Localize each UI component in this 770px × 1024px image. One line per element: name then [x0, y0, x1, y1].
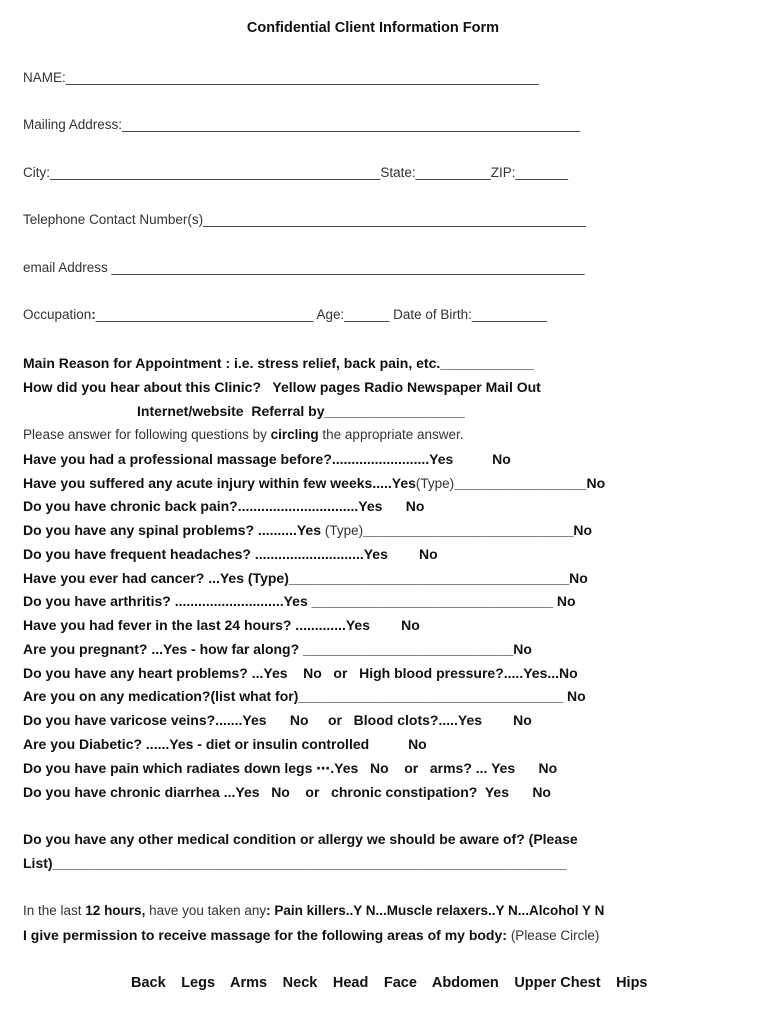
occupation-label: Occupation	[23, 307, 92, 322]
last-hours-12-hours: 12 hours,	[85, 903, 146, 918]
name-field[interactable]: NAME:_______________________________________________________________	[23, 70, 539, 85]
question-medication[interactable]: Are you on any medication?(list what for)__________________________________ No	[23, 688, 586, 704]
main-reason-question[interactable]: Main Reason for Appointment : i.e. stress relief, back pain, etc.____________	[23, 355, 534, 371]
question-cancer[interactable]: Have you ever had cancer? ...Yes (Type)____________________________________No	[23, 570, 588, 586]
occupation-age-dob-blanks[interactable]: _____________________________ Age:______ Date of Birth:__________	[95, 307, 547, 322]
other-conditions-question: Do you have any other medical condition or allergy we should be aware of? (Please	[23, 831, 578, 847]
body-area-head[interactable]: Head	[332, 975, 369, 991]
body-area-hips[interactable]: Hips	[616, 975, 648, 991]
acute-injury-text: Have you suffered any acute injury within few weeks.....Yes	[23, 475, 416, 491]
email-field[interactable]: email Address _______________________________________________________________	[23, 260, 585, 275]
body-area-back[interactable]: Back	[131, 975, 166, 991]
question-varicose-blood-clots[interactable]: Do you have varicose veins?.......Yes No or Blood clots?.....Yes No	[23, 712, 532, 728]
occupation-age-dob-field[interactable]	[23, 306, 547, 324]
other-conditions-list-field[interactable]: List)__________________________________________________________________	[23, 855, 567, 871]
permission-circle-note: (Please Circle)	[510, 928, 600, 943]
body-area-face[interactable]: Face	[383, 975, 417, 991]
body-area-upper-chest[interactable]: Upper Chest	[514, 975, 601, 991]
question-massage-before[interactable]: Have you had a professional massage before?.........................Yes No	[23, 451, 511, 467]
spinal-type: (Type)	[324, 523, 364, 538]
body-area-arms[interactable]: Arms	[230, 975, 268, 991]
instructions-text-a: Please answer for following questions by	[23, 427, 271, 442]
question-pregnant[interactable]: Are you pregnant? ...Yes - how far along? ___________________________No	[23, 641, 532, 657]
question-spinal-problems[interactable]	[23, 521, 592, 540]
body-area-abdomen[interactable]: Abdomen	[431, 975, 499, 991]
question-radiating-pain[interactable]: Do you have pain which radiates down legs ⋯.Yes No or arms? ... Yes No	[23, 760, 558, 776]
spinal-text: Do you have any spinal problems? ..........Yes	[23, 522, 325, 538]
referral-source-continued[interactable]: Internet/website Referral by__________________	[137, 403, 465, 419]
instructions-circling: circling	[270, 427, 319, 442]
last-12-hours-question[interactable]	[23, 902, 604, 920]
occupation-colon: :	[91, 307, 96, 322]
permission-text: I give permission to receive massage for the following areas of my body:	[23, 927, 511, 943]
question-diarrhea-constipation[interactable]: Do you have chronic diarrhea ...Yes No or chronic constipation? Yes No	[23, 784, 551, 800]
mailing-address-field[interactable]: Mailing Address:_____________________________________________________________	[23, 117, 581, 132]
body-areas-list	[131, 973, 647, 993]
body-area-legs[interactable]: Legs	[181, 975, 216, 991]
acute-injury-type: (Type)	[415, 476, 455, 491]
last-hours-text-a: In the last	[23, 903, 86, 918]
question-heart-blood-pressure[interactable]: Do you have any heart problems? ...Yes No or High blood pressure?.....Yes...No	[23, 665, 578, 681]
body-area-neck[interactable]: Neck	[282, 975, 318, 991]
acute-injury-blank[interactable]: _________________No	[454, 475, 606, 491]
circling-instructions	[23, 426, 464, 444]
question-headaches[interactable]: Do you have frequent headaches? ............................Yes No	[23, 546, 438, 562]
referral-source-question[interactable]: How did you hear about this Clinic? Yellow pages Radio Newspaper Mail Out	[23, 379, 541, 395]
question-arthritis[interactable]: Do you have arthritis? ............................Yes _______________________________ No	[23, 593, 576, 609]
city-state-zip-field[interactable]: City:____________________________________________State:__________ZIP:_______	[23, 165, 569, 180]
last-hours-text-c: have you taken any	[145, 903, 267, 918]
form-title: Confidential Client Information Form	[246, 20, 500, 36]
instructions-text-c: the appropriate answer.	[318, 427, 464, 442]
massage-permission-statement	[23, 926, 599, 945]
spinal-blank[interactable]: ___________________________No	[363, 522, 593, 538]
last-hours-substances[interactable]: : Pain killers..Y N...Muscle relaxers..Y N...Alcohol Y N	[266, 903, 605, 918]
question-fever[interactable]: Have you had fever in the last 24 hours? .............Yes No	[23, 617, 420, 633]
question-acute-injury[interactable]	[23, 474, 605, 493]
question-diabetic[interactable]: Are you Diabetic? ......Yes - diet or insulin controlled No	[23, 736, 427, 752]
telephone-field[interactable]: Telephone Contact Number(s)___________________________________________________	[23, 212, 586, 227]
question-chronic-back-pain[interactable]: Do you have chronic back pain?...............................Yes No	[23, 498, 425, 514]
